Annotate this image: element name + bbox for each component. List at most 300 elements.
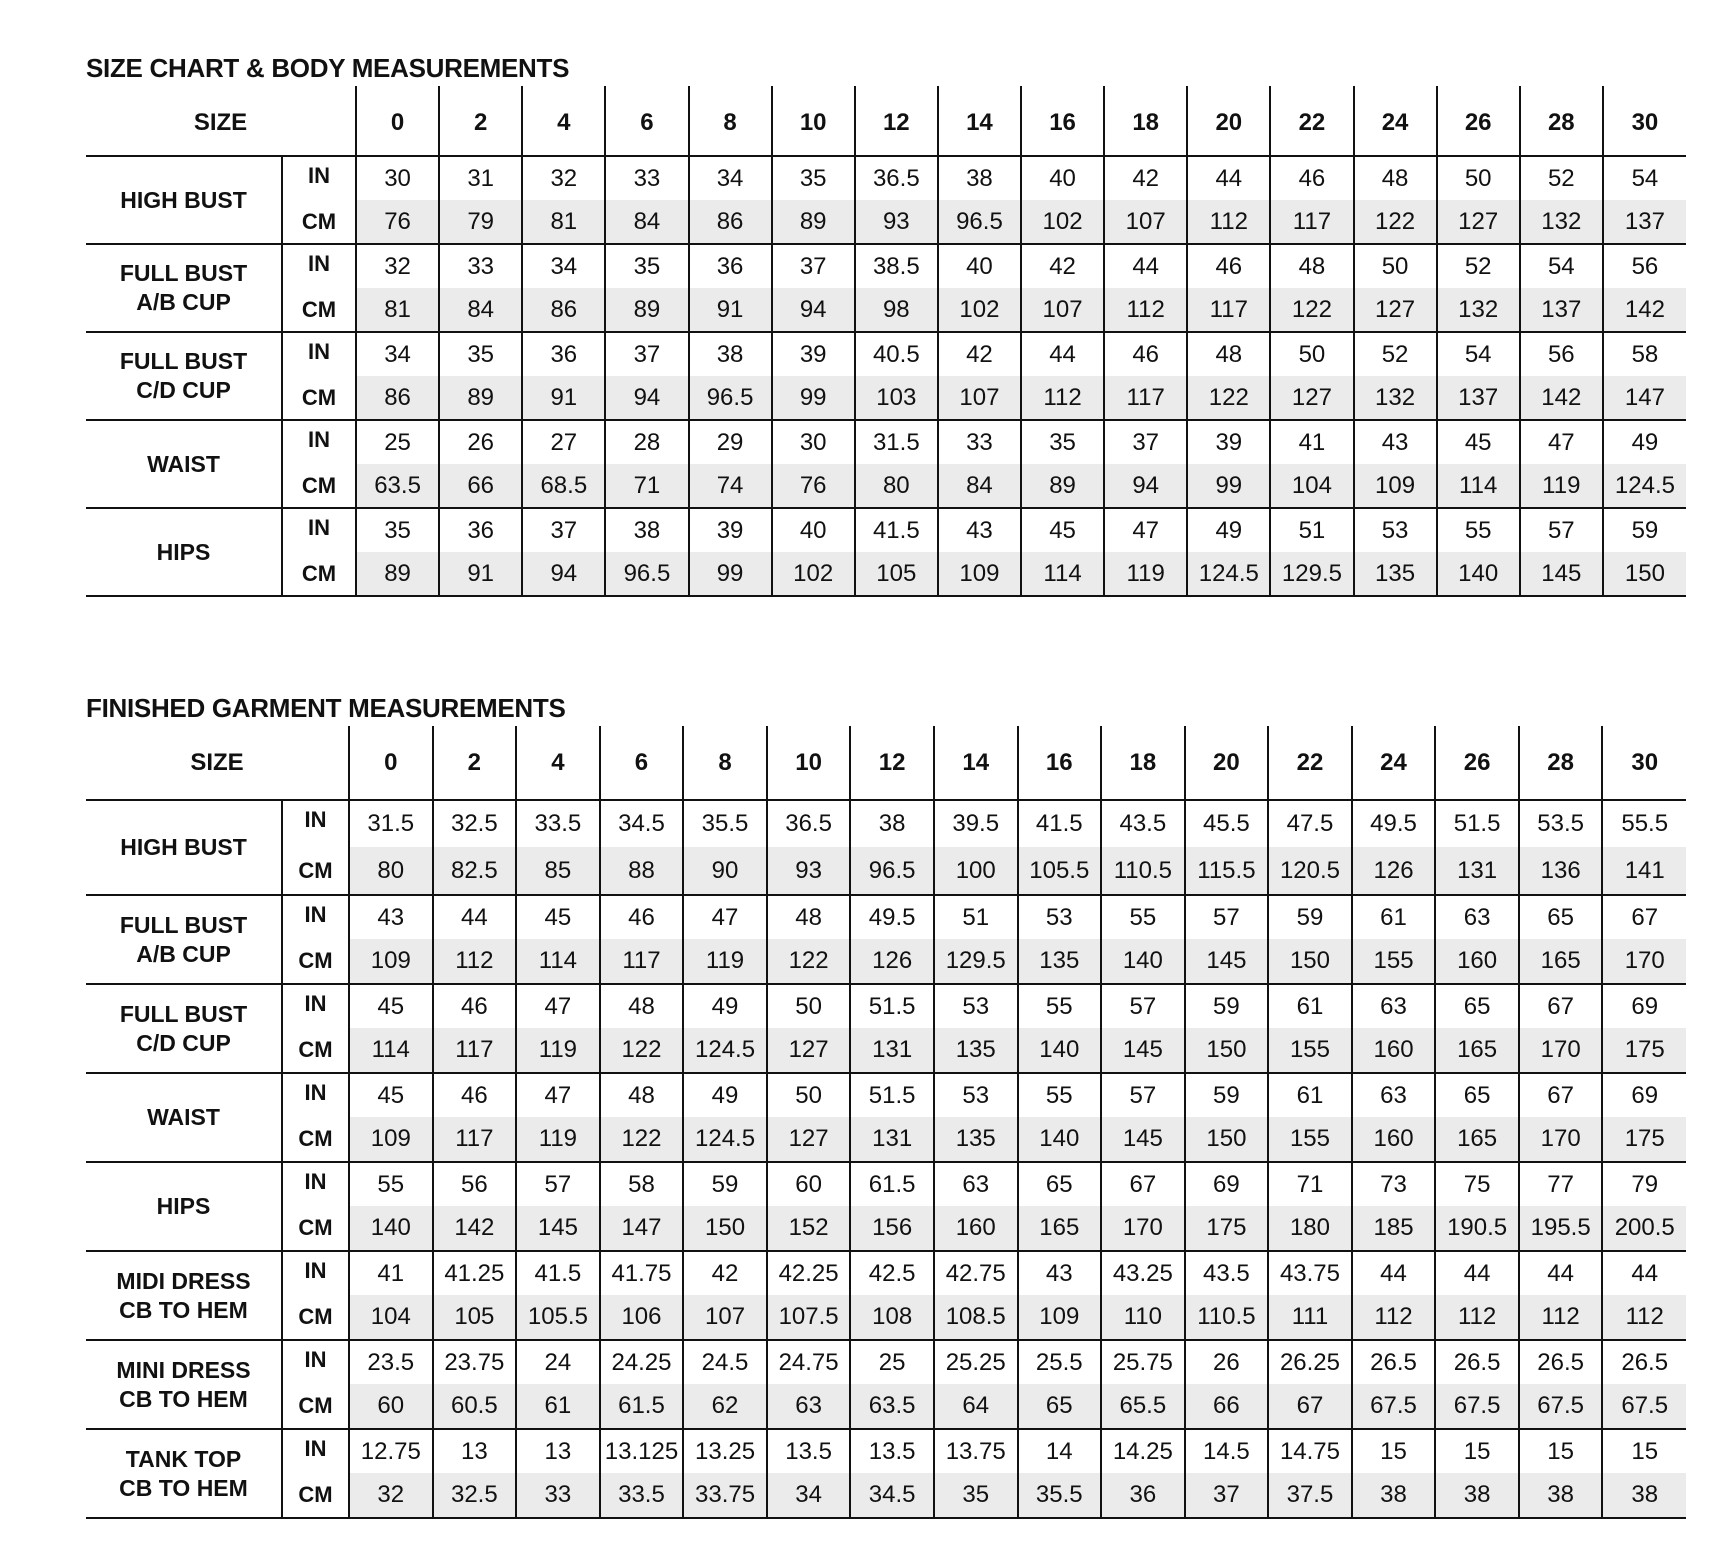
measurement-value: 38 bbox=[1435, 1473, 1519, 1518]
measurement-value: 131 bbox=[850, 1028, 934, 1073]
measurement-value: 35 bbox=[772, 156, 855, 200]
measurement-value: 91 bbox=[439, 552, 522, 596]
unit-label-in: IN bbox=[282, 420, 356, 464]
measurement-value: 52 bbox=[1437, 244, 1520, 288]
measurement-value: 117 bbox=[433, 1117, 517, 1162]
measurement-value: 86 bbox=[522, 288, 605, 332]
unit-label-in: IN bbox=[282, 984, 349, 1028]
unit-label-in: IN bbox=[282, 1340, 349, 1384]
measurement-value: 48 bbox=[600, 984, 684, 1028]
measurement-value: 58 bbox=[600, 1162, 684, 1206]
size-header-4: 4 bbox=[516, 726, 600, 800]
measurement-value: 35 bbox=[439, 332, 522, 376]
measurement-value: 51 bbox=[934, 895, 1018, 939]
measurement-value: 105.5 bbox=[1018, 847, 1102, 895]
measurement-value: 126 bbox=[1352, 847, 1436, 895]
measurement-value: 36 bbox=[689, 244, 772, 288]
measurement-value: 35.5 bbox=[683, 800, 767, 847]
measurement-value: 99 bbox=[1187, 464, 1270, 508]
measurement-value: 35 bbox=[1021, 420, 1104, 464]
measurement-value: 65 bbox=[1435, 984, 1519, 1028]
size-header-28: 28 bbox=[1520, 86, 1603, 156]
size-header-row bbox=[86, 726, 1686, 800]
size-header-4: 4 bbox=[522, 86, 605, 156]
measurement-value: 53 bbox=[1354, 508, 1437, 552]
measurement-value: 96.5 bbox=[938, 200, 1021, 244]
measurement-value: 61 bbox=[1268, 984, 1352, 1028]
measurement-value: 76 bbox=[356, 200, 439, 244]
body-measurements-title: SIZE CHART & BODY MEASUREMENTS bbox=[86, 53, 570, 83]
measurement-value: 26.5 bbox=[1602, 1340, 1686, 1384]
measurement-value: 43.25 bbox=[1101, 1251, 1185, 1295]
measurement-value: 34.5 bbox=[850, 1473, 934, 1518]
measurement-value: 35 bbox=[605, 244, 688, 288]
measurement-value: 81 bbox=[522, 200, 605, 244]
measurement-value: 15 bbox=[1352, 1429, 1436, 1473]
measurement-value: 109 bbox=[349, 1117, 433, 1162]
measurement-value: 112 bbox=[433, 939, 517, 984]
measurement-value: 119 bbox=[1104, 552, 1187, 596]
measurement-value: 41 bbox=[349, 1251, 433, 1295]
measurement-value: 140 bbox=[1018, 1117, 1102, 1162]
unit-label-cm: CM bbox=[282, 464, 356, 508]
measurement-value: 63 bbox=[1352, 984, 1436, 1028]
size-header-10: 10 bbox=[772, 86, 855, 156]
measurement-value: 46 bbox=[433, 984, 517, 1028]
measurement-value: 14.25 bbox=[1101, 1429, 1185, 1473]
measurement-value: 66 bbox=[1185, 1384, 1269, 1429]
garment-measurements-title: FINISHED GARMENT MEASUREMENTS bbox=[86, 693, 566, 723]
measurement-value: 56 bbox=[1603, 244, 1686, 288]
measurement-value: 55 bbox=[1018, 984, 1102, 1028]
measurement-value: 132 bbox=[1520, 200, 1603, 244]
measurement-value: 114 bbox=[1437, 464, 1520, 508]
measurement-value: 89 bbox=[1021, 464, 1104, 508]
measurement-value: 32 bbox=[349, 1473, 433, 1518]
measurement-value: 31.5 bbox=[349, 800, 433, 847]
table-row bbox=[86, 1429, 1686, 1473]
measurement-value: 165 bbox=[1018, 1206, 1102, 1251]
measurement-value: 12.75 bbox=[349, 1429, 433, 1473]
table-row bbox=[86, 939, 1686, 984]
measurement-value: 47 bbox=[1104, 508, 1187, 552]
table-row bbox=[86, 895, 1686, 939]
measurement-value: 85 bbox=[516, 847, 600, 895]
measurement-value: 46 bbox=[1187, 244, 1270, 288]
unit-label-in: IN bbox=[282, 1073, 349, 1117]
measurement-value: 170 bbox=[1101, 1206, 1185, 1251]
measurement-value: 86 bbox=[689, 200, 772, 244]
measurement-value: 39.5 bbox=[934, 800, 1018, 847]
measurement-value: 71 bbox=[605, 464, 688, 508]
measurement-value: 108 bbox=[850, 1295, 934, 1340]
measurement-value: 110.5 bbox=[1185, 1295, 1269, 1340]
measurement-value: 152 bbox=[767, 1206, 851, 1251]
measurement-value: 55 bbox=[1101, 895, 1185, 939]
measurement-value: 23.5 bbox=[349, 1340, 433, 1384]
measurement-value: 44 bbox=[433, 895, 517, 939]
measurement-value: 43 bbox=[938, 508, 1021, 552]
size-header-14: 14 bbox=[938, 86, 1021, 156]
size-header-10: 10 bbox=[767, 726, 851, 800]
size-header-0: 0 bbox=[356, 86, 439, 156]
measurement-value: 137 bbox=[1520, 288, 1603, 332]
measurement-value: 46 bbox=[1104, 332, 1187, 376]
measurement-value: 67 bbox=[1268, 1384, 1352, 1429]
unit-label-cm: CM bbox=[282, 552, 356, 596]
measurement-value: 111 bbox=[1268, 1295, 1352, 1340]
measurement-value: 140 bbox=[349, 1206, 433, 1251]
measurement-value: 25 bbox=[356, 420, 439, 464]
measurement-value: 13.5 bbox=[767, 1429, 851, 1473]
measurement-value: 45 bbox=[349, 984, 433, 1028]
measurement-value: 107 bbox=[1021, 288, 1104, 332]
unit-label-cm: CM bbox=[282, 288, 356, 332]
measurement-value: 23.75 bbox=[433, 1340, 517, 1384]
table-row bbox=[86, 464, 1686, 508]
measurement-value: 160 bbox=[1352, 1117, 1436, 1162]
measurement-value: 112 bbox=[1104, 288, 1187, 332]
measurement-value: 119 bbox=[516, 1028, 600, 1073]
measurement-value: 13.5 bbox=[850, 1429, 934, 1473]
measurement-value: 45 bbox=[349, 1073, 433, 1117]
measurement-value: 119 bbox=[683, 939, 767, 984]
measurement-value: 107 bbox=[683, 1295, 767, 1340]
measurement-value: 127 bbox=[1354, 288, 1437, 332]
measurement-value: 28 bbox=[605, 420, 688, 464]
size-header-label: SIZE bbox=[86, 86, 356, 156]
measurement-value: 48 bbox=[600, 1073, 684, 1117]
measurement-value: 103 bbox=[855, 376, 938, 420]
measurement-value: 91 bbox=[689, 288, 772, 332]
measurement-value: 48 bbox=[1270, 244, 1353, 288]
measurement-value: 46 bbox=[1270, 156, 1353, 200]
measurement-value: 165 bbox=[1519, 939, 1603, 984]
measurement-value: 180 bbox=[1268, 1206, 1352, 1251]
measurement-value: 155 bbox=[1268, 1117, 1352, 1162]
measurement-value: 150 bbox=[683, 1206, 767, 1251]
measurement-value: 55.5 bbox=[1602, 800, 1686, 847]
size-header-row bbox=[86, 86, 1686, 156]
size-header-14: 14 bbox=[934, 726, 1018, 800]
measurement-value: 117 bbox=[1104, 376, 1187, 420]
measurement-value: 67 bbox=[1602, 895, 1686, 939]
measurement-value: 61.5 bbox=[600, 1384, 684, 1429]
measurement-value: 47 bbox=[516, 1073, 600, 1117]
measurement-value: 33 bbox=[605, 156, 688, 200]
measurement-value: 175 bbox=[1602, 1028, 1686, 1073]
measurement-value: 24 bbox=[516, 1340, 600, 1384]
measurement-value: 41.5 bbox=[516, 1251, 600, 1295]
table-row bbox=[86, 288, 1686, 332]
unit-label-cm: CM bbox=[282, 1473, 349, 1518]
measurement-value: 200.5 bbox=[1602, 1206, 1686, 1251]
measurement-value: 43.75 bbox=[1268, 1251, 1352, 1295]
measurement-value: 40 bbox=[772, 508, 855, 552]
measurement-value: 127 bbox=[1437, 200, 1520, 244]
measurement-value: 112 bbox=[1435, 1295, 1519, 1340]
body-measurements-section bbox=[86, 50, 1686, 597]
measurement-value: 61 bbox=[1268, 1073, 1352, 1117]
measurement-value: 165 bbox=[1435, 1117, 1519, 1162]
size-header-30: 30 bbox=[1603, 86, 1686, 156]
measurement-value: 36 bbox=[439, 508, 522, 552]
table-row bbox=[86, 200, 1686, 244]
measurement-label: FULL BUST C/D CUP bbox=[86, 984, 282, 1073]
measurement-value: 73 bbox=[1352, 1162, 1436, 1206]
measurement-value: 63 bbox=[1352, 1073, 1436, 1117]
measurement-value: 32 bbox=[356, 244, 439, 288]
measurement-value: 109 bbox=[1018, 1295, 1102, 1340]
measurement-value: 106 bbox=[600, 1295, 684, 1340]
measurement-value: 30 bbox=[772, 420, 855, 464]
measurement-value: 45 bbox=[1021, 508, 1104, 552]
table-row bbox=[86, 376, 1686, 420]
table-row bbox=[86, 420, 1686, 464]
measurement-value: 43 bbox=[349, 895, 433, 939]
measurement-value: 48 bbox=[767, 895, 851, 939]
measurement-label: FULL BUST C/D CUP bbox=[86, 332, 282, 420]
measurement-value: 25 bbox=[850, 1340, 934, 1384]
measurement-value: 49.5 bbox=[1352, 800, 1436, 847]
size-header-2: 2 bbox=[439, 86, 522, 156]
measurement-value: 34 bbox=[356, 332, 439, 376]
measurement-value: 65 bbox=[1018, 1162, 1102, 1206]
unit-label-in: IN bbox=[282, 1251, 349, 1295]
measurement-value: 61 bbox=[516, 1384, 600, 1429]
measurement-value: 61 bbox=[1352, 895, 1436, 939]
measurement-value: 25.5 bbox=[1018, 1340, 1102, 1384]
measurement-value: 44 bbox=[1602, 1251, 1686, 1295]
size-header-26: 26 bbox=[1435, 726, 1519, 800]
measurement-value: 170 bbox=[1519, 1028, 1603, 1073]
measurement-value: 46 bbox=[600, 895, 684, 939]
measurement-value: 160 bbox=[934, 1206, 1018, 1251]
measurement-value: 30 bbox=[356, 156, 439, 200]
measurement-value: 117 bbox=[433, 1028, 517, 1073]
measurement-value: 37 bbox=[1104, 420, 1187, 464]
measurement-value: 47.5 bbox=[1268, 800, 1352, 847]
unit-label-in: IN bbox=[282, 895, 349, 939]
table-row bbox=[86, 508, 1686, 552]
measurement-value: 59 bbox=[1185, 1073, 1269, 1117]
measurement-value: 33 bbox=[938, 420, 1021, 464]
measurement-value: 51.5 bbox=[850, 984, 934, 1028]
measurement-value: 35 bbox=[934, 1473, 1018, 1518]
measurement-label: MINI DRESS CB TO HEM bbox=[86, 1340, 282, 1429]
measurement-value: 150 bbox=[1185, 1028, 1269, 1073]
measurement-value: 59 bbox=[683, 1162, 767, 1206]
measurement-value: 55 bbox=[1018, 1073, 1102, 1117]
measurement-value: 76 bbox=[772, 464, 855, 508]
size-header-16: 16 bbox=[1021, 86, 1104, 156]
measurement-value: 140 bbox=[1437, 552, 1520, 596]
measurement-value: 68.5 bbox=[522, 464, 605, 508]
unit-label-in: IN bbox=[282, 508, 356, 552]
measurement-label: TANK TOP CB TO HEM bbox=[86, 1429, 282, 1518]
measurement-value: 50 bbox=[1270, 332, 1353, 376]
measurement-value: 94 bbox=[605, 376, 688, 420]
unit-label-in: IN bbox=[282, 1162, 349, 1206]
measurement-value: 120.5 bbox=[1268, 847, 1352, 895]
size-header-22: 22 bbox=[1270, 86, 1353, 156]
measurement-value: 110 bbox=[1101, 1295, 1185, 1340]
measurement-value: 24.25 bbox=[600, 1340, 684, 1384]
measurement-value: 100 bbox=[934, 847, 1018, 895]
unit-label-in: IN bbox=[282, 800, 349, 847]
measurement-value: 41.25 bbox=[433, 1251, 517, 1295]
measurement-value: 124.5 bbox=[683, 1117, 767, 1162]
measurement-value: 13.25 bbox=[683, 1429, 767, 1473]
unit-label-cm: CM bbox=[282, 939, 349, 984]
table-row bbox=[86, 332, 1686, 376]
measurement-label: HIGH BUST bbox=[86, 156, 282, 244]
measurement-value: 107 bbox=[1104, 200, 1187, 244]
measurement-value: 122 bbox=[600, 1117, 684, 1162]
measurement-value: 43.5 bbox=[1101, 800, 1185, 847]
measurement-value: 160 bbox=[1352, 1028, 1436, 1073]
table-row bbox=[86, 1251, 1686, 1295]
measurement-value: 32 bbox=[522, 156, 605, 200]
measurement-value: 102 bbox=[938, 288, 1021, 332]
measurement-label: FULL BUST A/B CUP bbox=[86, 244, 282, 332]
measurement-value: 50 bbox=[1354, 244, 1437, 288]
measurement-value: 13 bbox=[433, 1429, 517, 1473]
measurement-value: 47 bbox=[516, 984, 600, 1028]
measurement-value: 41.75 bbox=[600, 1251, 684, 1295]
measurement-value: 53 bbox=[934, 1073, 1018, 1117]
measurement-value: 67.5 bbox=[1602, 1384, 1686, 1429]
measurement-value: 137 bbox=[1437, 376, 1520, 420]
measurement-value: 38 bbox=[1519, 1473, 1603, 1518]
measurement-value: 56 bbox=[1520, 332, 1603, 376]
table-row bbox=[86, 244, 1686, 288]
measurement-value: 45 bbox=[1437, 420, 1520, 464]
measurement-value: 131 bbox=[1435, 847, 1519, 895]
measurement-value: 67 bbox=[1519, 984, 1603, 1028]
measurement-value: 124.5 bbox=[1187, 552, 1270, 596]
measurement-value: 27 bbox=[522, 420, 605, 464]
measurement-value: 44 bbox=[1104, 244, 1187, 288]
measurement-value: 54 bbox=[1520, 244, 1603, 288]
measurement-value: 122 bbox=[1270, 288, 1353, 332]
measurement-value: 155 bbox=[1268, 1028, 1352, 1073]
table-row bbox=[86, 984, 1686, 1028]
measurement-value: 42 bbox=[1021, 244, 1104, 288]
measurement-value: 110.5 bbox=[1101, 847, 1185, 895]
measurement-value: 39 bbox=[1187, 420, 1270, 464]
measurement-value: 112 bbox=[1519, 1295, 1603, 1340]
measurement-value: 127 bbox=[767, 1028, 851, 1073]
measurement-value: 94 bbox=[772, 288, 855, 332]
measurement-value: 52 bbox=[1520, 156, 1603, 200]
unit-label-cm: CM bbox=[282, 1295, 349, 1340]
measurement-value: 45.5 bbox=[1185, 800, 1269, 847]
measurement-value: 112 bbox=[1352, 1295, 1436, 1340]
measurement-value: 60 bbox=[349, 1384, 433, 1429]
measurement-value: 52 bbox=[1354, 332, 1437, 376]
measurement-value: 84 bbox=[938, 464, 1021, 508]
measurement-value: 32.5 bbox=[433, 800, 517, 847]
measurement-label: HIGH BUST bbox=[86, 800, 282, 895]
measurement-value: 50 bbox=[767, 984, 851, 1028]
measurement-value: 37 bbox=[605, 332, 688, 376]
unit-label-in: IN bbox=[282, 244, 356, 288]
measurement-value: 129.5 bbox=[1270, 552, 1353, 596]
measurement-value: 60 bbox=[767, 1162, 851, 1206]
measurement-value: 26.5 bbox=[1352, 1340, 1436, 1384]
measurement-value: 69 bbox=[1602, 1073, 1686, 1117]
measurement-value: 48 bbox=[1187, 332, 1270, 376]
measurement-value: 156 bbox=[850, 1206, 934, 1251]
measurement-value: 107.5 bbox=[767, 1295, 851, 1340]
measurement-value: 142 bbox=[1603, 288, 1686, 332]
body-measurements-table bbox=[86, 86, 1686, 597]
measurement-value: 33.5 bbox=[600, 1473, 684, 1518]
table-row bbox=[86, 156, 1686, 200]
measurement-value: 53.5 bbox=[1519, 800, 1603, 847]
measurement-value: 117 bbox=[1187, 288, 1270, 332]
size-header-18: 18 bbox=[1101, 726, 1185, 800]
measurement-value: 150 bbox=[1268, 939, 1352, 984]
measurement-value: 122 bbox=[1354, 200, 1437, 244]
measurement-value: 13.75 bbox=[934, 1429, 1018, 1473]
measurement-label: HIPS bbox=[86, 1162, 282, 1251]
measurement-value: 122 bbox=[600, 1028, 684, 1073]
measurement-value: 49 bbox=[1187, 508, 1270, 552]
measurement-value: 37 bbox=[522, 508, 605, 552]
measurement-value: 50 bbox=[767, 1073, 851, 1117]
measurement-value: 117 bbox=[1270, 200, 1353, 244]
measurement-value: 31.5 bbox=[855, 420, 938, 464]
measurement-value: 88 bbox=[600, 847, 684, 895]
measurement-value: 42.5 bbox=[850, 1251, 934, 1295]
measurement-value: 58 bbox=[1603, 332, 1686, 376]
measurement-value: 145 bbox=[516, 1206, 600, 1251]
measurement-value: 140 bbox=[1018, 1028, 1102, 1073]
measurement-value: 14.75 bbox=[1268, 1429, 1352, 1473]
measurement-value: 147 bbox=[600, 1206, 684, 1251]
measurement-value: 15 bbox=[1602, 1429, 1686, 1473]
size-header-12: 12 bbox=[850, 726, 934, 800]
table-row bbox=[86, 1073, 1686, 1117]
measurement-value: 109 bbox=[349, 939, 433, 984]
measurement-value: 44 bbox=[1187, 156, 1270, 200]
measurement-value: 47 bbox=[1520, 420, 1603, 464]
measurement-value: 42 bbox=[938, 332, 1021, 376]
measurement-value: 57 bbox=[1101, 1073, 1185, 1117]
measurement-value: 137 bbox=[1603, 200, 1686, 244]
measurement-value: 69 bbox=[1602, 984, 1686, 1028]
measurement-value: 135 bbox=[934, 1028, 1018, 1073]
size-header-26: 26 bbox=[1437, 86, 1520, 156]
measurement-value: 26.5 bbox=[1519, 1340, 1603, 1384]
measurement-value: 34 bbox=[767, 1473, 851, 1518]
table-row bbox=[86, 847, 1686, 895]
measurement-value: 145 bbox=[1185, 939, 1269, 984]
measurement-value: 46 bbox=[433, 1073, 517, 1117]
measurement-value: 112 bbox=[1602, 1295, 1686, 1340]
size-header-24: 24 bbox=[1354, 86, 1437, 156]
measurement-value: 51 bbox=[1270, 508, 1353, 552]
measurement-value: 90 bbox=[683, 847, 767, 895]
table-row bbox=[86, 1162, 1686, 1206]
table-row bbox=[86, 1340, 1686, 1384]
measurement-value: 135 bbox=[1018, 939, 1102, 984]
measurement-value: 15 bbox=[1519, 1429, 1603, 1473]
measurement-value: 62 bbox=[683, 1384, 767, 1429]
measurement-value: 41 bbox=[1270, 420, 1353, 464]
